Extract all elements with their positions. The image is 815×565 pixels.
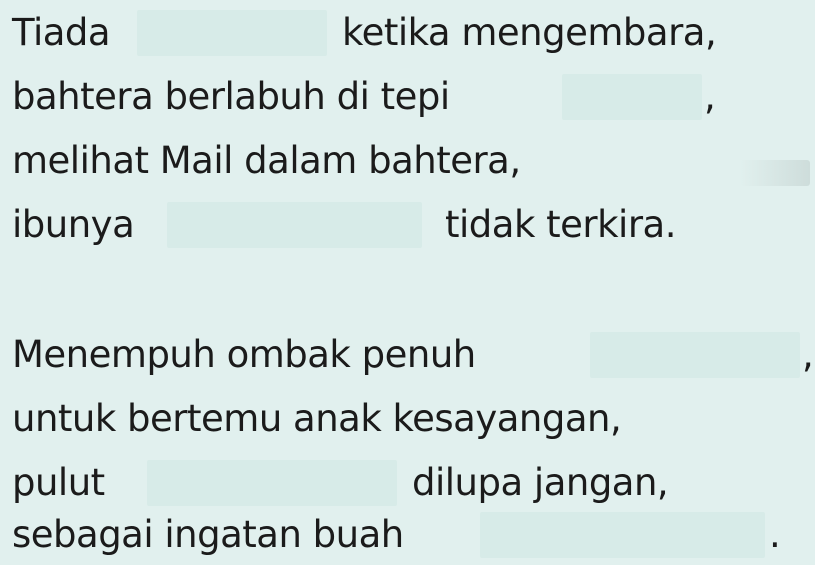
stanza1-line2-after: , xyxy=(704,75,716,118)
stanza2-line1-after: , xyxy=(802,333,814,376)
blank-field[interactable] xyxy=(147,460,397,506)
stanza2-line4-after: . xyxy=(769,513,781,556)
blank-field[interactable] xyxy=(167,202,422,248)
stanza1-line1-before: Tiada xyxy=(12,11,111,54)
blank-field[interactable] xyxy=(137,10,327,56)
stanza1-line3-text: melihat Mail dalam bahtera, xyxy=(12,139,521,182)
stanza1-line4-before: ibunya xyxy=(12,203,135,246)
stanza1-line2-before: bahtera berlabuh di tepi xyxy=(12,75,450,118)
stanza1-line1-after: ketika mengembara, xyxy=(342,11,717,54)
stanza2-line3-after: dilupa jangan, xyxy=(412,461,669,504)
blank-field[interactable] xyxy=(562,74,702,120)
stanza2-line2-text: untuk bertemu anak kesayangan, xyxy=(12,397,622,440)
blank-field[interactable] xyxy=(480,512,765,558)
faded-background-text xyxy=(740,160,810,186)
blank-field[interactable] xyxy=(590,332,800,378)
stanza2-line3-before: pulut xyxy=(12,461,105,504)
stanza2-line4-before: sebagai ingatan buah xyxy=(12,513,404,556)
stanza1-line4-after: tidak terkira. xyxy=(445,203,676,246)
stanza2-line1-before: Menempuh ombak penuh xyxy=(12,333,476,376)
